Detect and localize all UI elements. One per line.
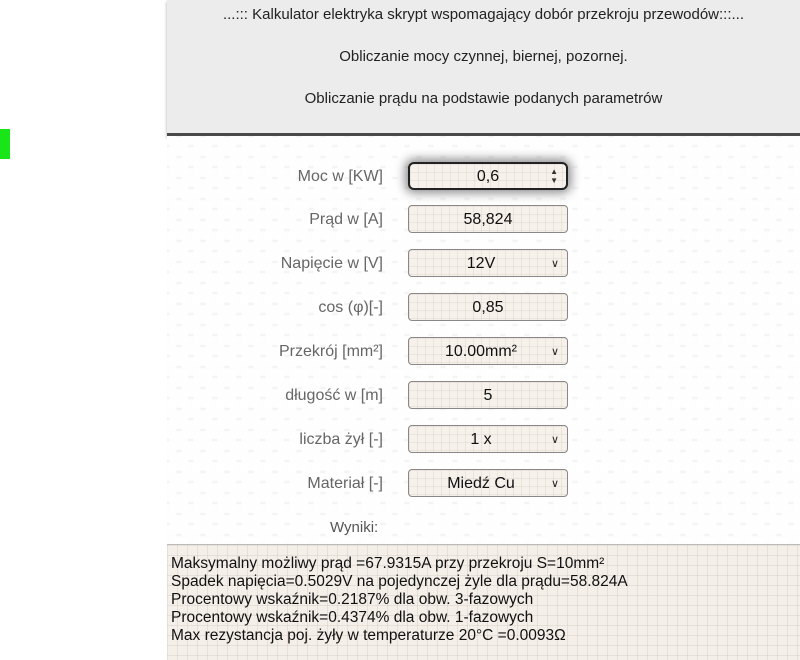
material-label: Materiał [-] xyxy=(307,475,383,492)
chevron-down-icon: ∨ xyxy=(550,258,559,270)
cores-select[interactable] xyxy=(408,425,568,453)
results-panel xyxy=(167,544,800,660)
main-panel xyxy=(167,0,800,660)
row-cosphi xyxy=(167,293,800,323)
spinner-arrows-icon[interactable]: ▲ ▼ xyxy=(550,167,558,185)
results-label: Wyniki: xyxy=(330,519,379,536)
section-label: Przekrój [mm²] xyxy=(279,343,383,360)
page-header xyxy=(167,0,800,136)
result-line: Procentowy wskaźnik=0.4374% dla obw. 1-fazowych xyxy=(171,609,534,626)
power-label: Moc w [KW] xyxy=(297,168,383,185)
result-line: Spadek napięcia=0.5029V na pojedynczej żyle dla prądu=58.824A xyxy=(171,573,628,590)
current-label: Prąd w [A] xyxy=(309,211,383,228)
power-input[interactable] xyxy=(408,162,568,190)
chevron-down-icon: ∨ xyxy=(550,346,559,358)
cosphi-value: 0,85 xyxy=(472,299,504,316)
row-current xyxy=(167,205,800,235)
row-material xyxy=(167,469,800,499)
subtitle-current: Obliczanie prądu na podstawie podanych parametrów xyxy=(304,90,663,107)
material-value: Miedź Cu xyxy=(447,475,515,492)
length-label: długość w [m] xyxy=(285,387,383,404)
chevron-down-icon: ∨ xyxy=(550,434,559,446)
power-value: 0,6 xyxy=(476,168,500,185)
length-value: 5 xyxy=(483,387,493,404)
current-input[interactable] xyxy=(408,205,568,233)
subtitle-power: Obliczanie mocy czynnej, biernej, pozornej. xyxy=(339,48,628,65)
voltage-select[interactable] xyxy=(408,249,568,277)
section-select[interactable] xyxy=(408,337,568,365)
cores-value: 1 x xyxy=(470,431,492,448)
row-length xyxy=(167,381,800,411)
voltage-label: Napięcie w [V] xyxy=(280,255,383,272)
cosphi-label: cos (φ)[-] xyxy=(318,299,383,316)
result-line: Max rezystancja poj. żyły w temperaturze 20°C =0.0093Ω xyxy=(171,627,566,644)
result-line: Maksymalny możliwy prąd =67.9315A przy przekroju S=10mm² xyxy=(171,555,605,572)
cores-label: liczba żył [-] xyxy=(299,431,383,448)
chevron-down-icon: ∨ xyxy=(550,478,559,490)
length-input[interactable] xyxy=(408,381,568,409)
row-section xyxy=(167,337,800,367)
section-value: 10.00mm² xyxy=(444,343,518,360)
material-select[interactable] xyxy=(408,469,568,497)
row-voltage xyxy=(167,249,800,279)
page-title: ...::: Kalkulator elektryka skrypt wspomagający dobór przekroju przewodów:::... xyxy=(222,6,745,23)
result-line: Procentowy wskaźnik=0.2187% dla obw. 3-fazowych xyxy=(171,591,534,608)
cosphi-input[interactable] xyxy=(408,293,568,321)
voltage-value: 12V xyxy=(466,255,496,272)
row-cores xyxy=(167,425,800,455)
calculator-form xyxy=(167,136,800,544)
green-marker xyxy=(0,129,10,159)
current-value: 58,824 xyxy=(463,211,513,228)
row-power xyxy=(167,162,800,192)
